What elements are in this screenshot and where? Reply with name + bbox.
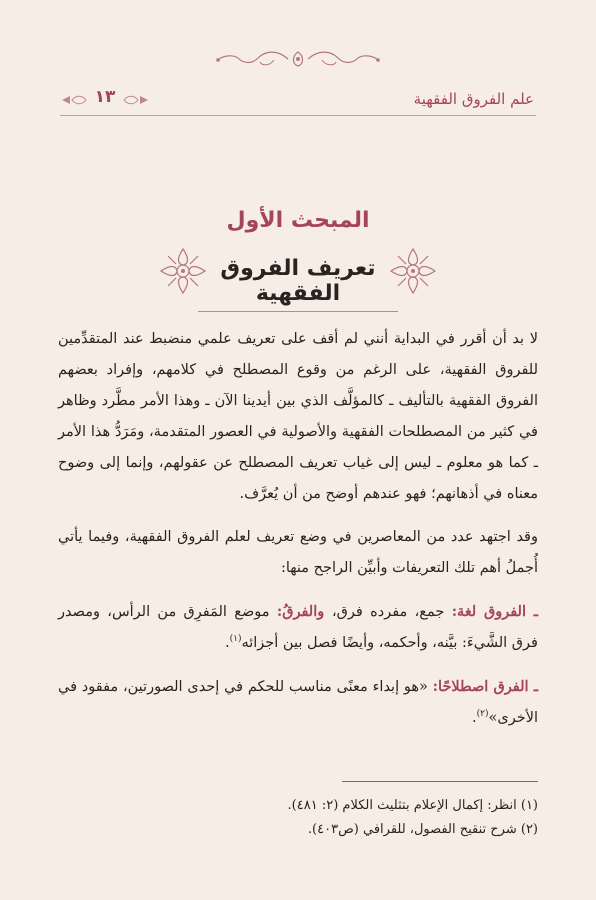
footnote-separator [342,781,538,782]
page-number: ١٣ [94,87,116,107]
chapter-heading [0,244,596,306]
term-definition-farq: موضع المَفرِق من الرأس، ومصدر فرق الشَّيءَ: بيَّنه، وأحكمه، وأيضًا فصل بين أجزائه [58,604,538,651]
paragraph-4-end: . [472,710,477,726]
footnote-2: (٢) شرح تنقيح الفصول، للقرافي (ص٤٠٣). [307,822,538,837]
paragraph-3-end: . [224,635,230,651]
paragraph-1: لا بد أن أقرر في البداية أنني لم أقف على تعريف علمي منضبط عند المتقدِّمين للفروق الفقهية، على الرغم من وقوع المصطلح في كلامهم، وإفراد بعضهم الفروق الفقهية بالتأليف ـ كالمؤلَّف الذي بين أيدينا الآن ـ وهذا الأمر مطَّرد وظاهر في كثير من المصطلحات الفقهية والأصولية في العصور المتقدمة، ومَرَدُّ هذا الأمر ـ كما هو معلوم ـ ليس إلى غياب تعريف المصطلح عن عقولهم، وإنما إلى وضوح معناه في أذهانهم؛ فهو عندهم أوضح من أن يُعرَّف. [58,331,538,502]
footnote-1: (١) انظر: إكمال الإعلام بتثليث الكلام (٢: ٤٨١). [287,798,538,813]
footnotes [58,794,538,842]
term-definition-language: جمع، مفرده فرق، [332,604,452,620]
section-title: المبحث الأول [226,208,370,233]
term-label-technical: ـ الفرق اصطلاحًا: [432,678,538,695]
top-ornament-icon [208,46,388,72]
book-title: علم الفروق الفقهية [413,90,534,108]
term-label-farq: والفرقُ: [276,603,332,620]
paragraph-2: وقد اجتهد عدد من المعاصرين في وضع تعريف لعلم الفروق الفقهية، وفيما يأتي أُجملُ أهم تلك التعريفات وأبيِّن الراجح منها: [58,529,538,576]
paragraph-4 [58,671,538,734]
chapter-title: تعريف الفروق الفقهية [190,256,406,306]
running-header [60,86,536,116]
page-number-group [60,86,150,114]
body-text [58,324,538,746]
rosette-right-icon [388,246,438,296]
footnote-ref-2[interactable]: (٢) [476,709,489,720]
term-label-language: ـ الفروق لغة: [451,603,539,620]
footnote-ref-1[interactable]: (١) [229,634,242,645]
term-definition-technical: «هو إبداء معنًى مناسب للحكم في إحدى الصورتين، مفقود في الأخرى» [58,679,538,726]
header-rule [60,115,536,116]
paragraph-3 [58,596,538,659]
